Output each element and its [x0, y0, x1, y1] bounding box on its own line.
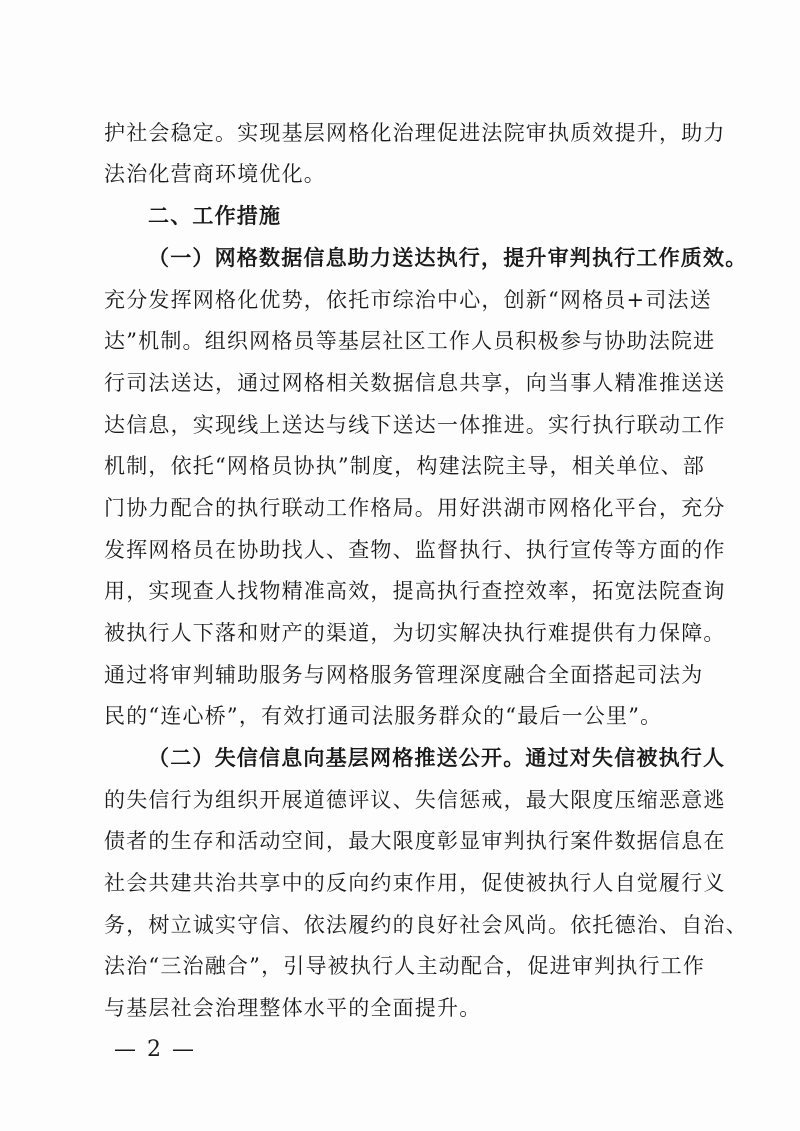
paragraph-line: 达信息，实现线上送达与线下送达一体推进。实行执行联动工作: [104, 413, 726, 437]
paragraph-line: 通过将审判辅助服务与网格服务管理深度融合全面搭起司法为: [104, 663, 704, 687]
paragraph-line: 债者的生存和活动空间，最大限度彰显审判执行案件数据信息在: [104, 829, 726, 853]
section-heading: 二、工作措施: [148, 204, 282, 228]
paragraph-line: 与基层社会治理整体水平的全面提升。: [104, 996, 482, 1020]
subsection-heading: （一）网格数据信息助力送达执行，提升审判执行工作质效。: [148, 246, 748, 270]
paragraph-line: 达”机制。组织网格员等基层社区工作人员积极参与协助法院进: [104, 329, 716, 353]
subsection-heading: （二）失信信息向基层网格推送公开。通过对失信被执行人: [148, 746, 726, 770]
paragraph-line: 发挥网格员在协助找人、查物、监督执行、执行宣传等方面的作: [104, 538, 726, 562]
paragraph-line: 护社会稳定。实现基层网格化治理促进法院审执质效提升，助力: [104, 121, 726, 145]
paragraph-line: 社会共建共治共享中的反向约束作用，促使被执行人自觉履行义: [104, 871, 726, 895]
paragraph-line: 用，实现查人找物精准高效，提高执行查控效率，拓宽法院查询: [104, 579, 726, 603]
paragraph-line: 行司法送达，通过网格相关数据信息共享，向当事人精准推送送: [104, 371, 726, 395]
paragraph-line: 充分发挥网格化优势，依托市综治中心，创新“网格员+司法送: [104, 288, 712, 312]
paragraph-line: 民的“连心桥”，有效打通司法服务群众的“最后一公里”。: [104, 704, 663, 728]
paragraph-line: 法治化营商环境优化。: [104, 162, 326, 186]
page-number: — 2 —: [114, 1037, 196, 1062]
paragraph-line: 机制，依托“网格员协执”制度，构建法院主导，相关单位、部: [104, 454, 706, 478]
paragraph-line: 门协力配合的执行联动工作格局。用好洪湖市网格化平台，充分: [104, 496, 726, 520]
paragraph-line: 的失信行为组织开展道德评议、失信惩戒，最大限度压缩恶意逃: [104, 788, 726, 812]
paragraph-line: 被执行人下落和财产的渠道，为切实解决执行难提供有力保障。: [104, 621, 726, 645]
paragraph-line: 务，树立诚实守信、依法履约的良好社会风尚。依托德治、自治、: [104, 913, 748, 937]
paragraph-line: 法治“三治融合”，引导被执行人主动配合，促进审判执行工作: [104, 954, 706, 978]
